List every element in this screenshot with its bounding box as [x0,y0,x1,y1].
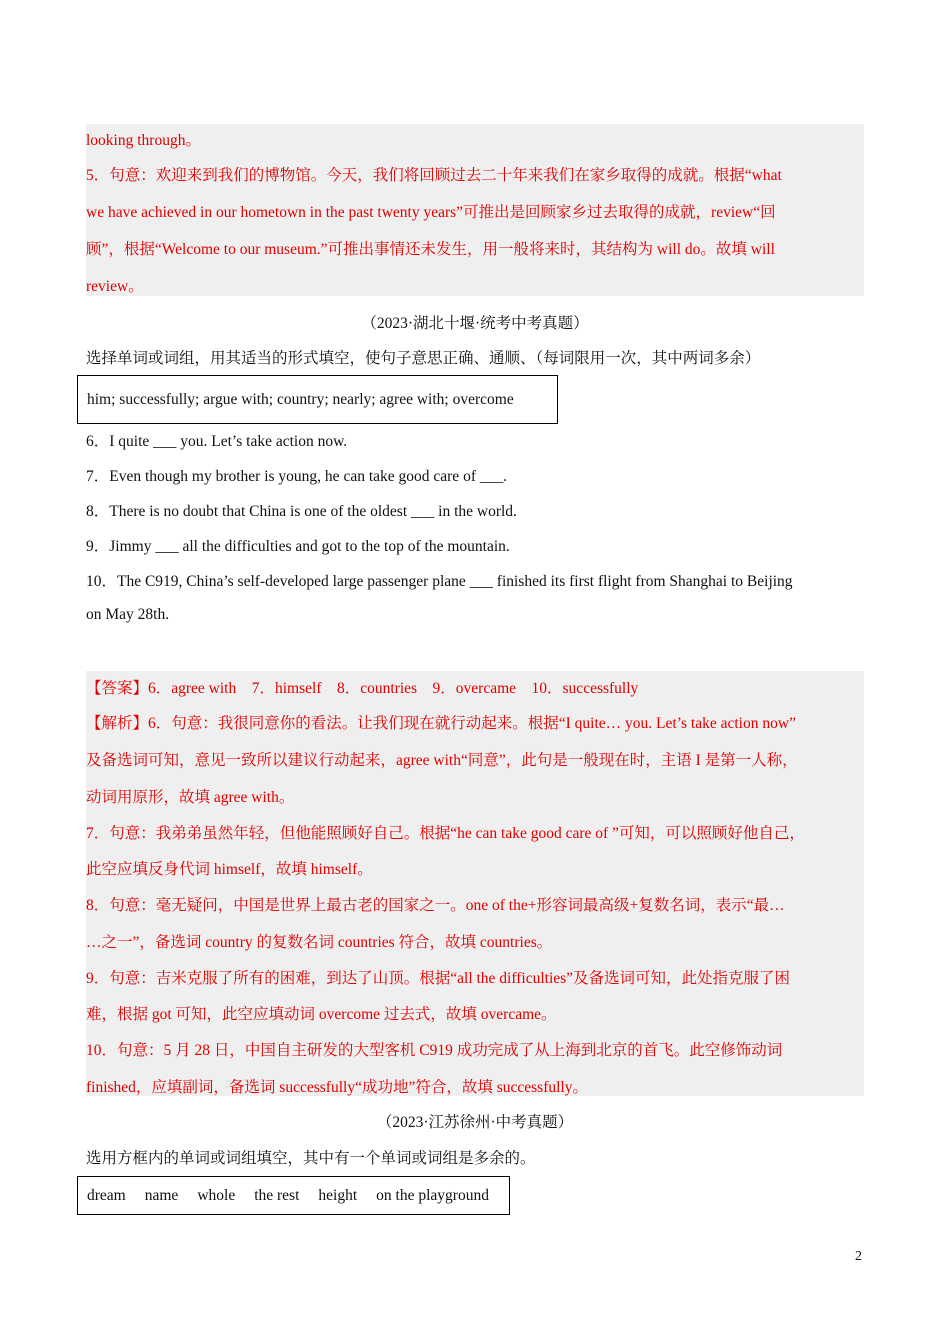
page-number: 2 [855,1249,862,1264]
question-10-line-1: 10．The C919, China’s self-developed large passenger plane ___ finished its first flight from Shanghai to Beijing [86,573,793,590]
source-citation-2: （2023·江苏徐州·中考真题） [376,1114,574,1131]
word-bank-item: on the playground [376,1186,489,1204]
word-bank-box-2 [77,1176,510,1215]
explanation-continued: looking through。 [86,132,201,149]
analysis-6-line-3: 动词用原形，故填 agree with。 [86,789,295,806]
word-bank-box [77,375,558,424]
section-instruction-2: 选用方框内的单词或词组填空，其中有一个单词或词组是多余的。 [86,1150,536,1167]
analysis-8-line-1: 8．句意：毫无疑问，中国是世界上最古老的国家之一。one of the+形容词最高级+复数名词，表示“最… [86,897,785,914]
section-instruction: 选择单词或词组，用其适当的形式填空，使句子意思正确、通顺、（每词限用一次，其中两词多余） [86,350,761,367]
explanation-item-5-line-3: 顾”，根据“Welcome to our museum.”可推出事情还未发生，用一般将来时，其结构为 will do。故填 will [86,241,775,258]
analysis-10-line-2: finished，应填副词，备选词 successfully“成功地”符合，故填 successfully。 [86,1079,588,1096]
analysis-8-line-2: …之一”，备选词 country 的复数名词 countries 符合，故填 countries。 [86,934,553,951]
word-bank-item: whole [197,1186,236,1204]
explanation-item-5-line-1: 5．句意：欢迎来到我们的博物馆。今天，我们将回顾过去二十年来我们在家乡取得的成就。根据“what [86,167,782,184]
answer-line: 【答案】6．agree with 7．himself 8．countries 9．overcame 10．successfully [86,680,639,697]
analysis-6-line-2: 及备选词可知，意见一致所以建议行动起来，agree with“同意”，此句是一般现在时，主语 I 是第一人称， [86,752,798,769]
analysis-7-line-2: 此空应填反身代词 himself，故填 himself。 [86,861,373,878]
analysis-7-line-1: 7．句意：我弟弟虽然年轻，但他能照顾好自己。根据“he can take good care of ”可知，可以照顾好他自己， [86,825,805,842]
analysis-9-line-2: 难，根据 got 可知，此空应填动词 overcome 过去式，故填 overcame。 [86,1006,557,1023]
question-10-line-2: on May 28th. [86,606,170,623]
analysis-6-line-1: 【解析】6．句意：我很同意你的看法。让我们现在就行动起来。根据“I quite… you. Let’s take action now” [86,715,796,732]
word-bank-item: dream [87,1186,126,1204]
question-6: 6．I quite ___ you. Let’s take action now. [86,433,348,450]
analysis-10-line-1: 10．句意：5 月 28 日，中国自主研发的大型客机 C919 成功完成了从上海到北京的首飞。此空修饰动词 [86,1042,783,1059]
word-bank-item: the rest [254,1186,300,1204]
question-8: 8．There is no doubt that China is one of the oldest ___ in the world. [86,503,517,520]
source-citation: （2023·湖北十堰·统考中考真题） [361,315,589,332]
question-9: 9．Jimmy ___ all the difficulties and got to the top of the mountain. [86,538,510,555]
question-7: 7．Even though my brother is young, he can take good care of ___. [86,468,507,485]
word-bank-item: name [144,1186,179,1204]
explanation-item-5-line-4: review。 [86,278,144,295]
word-bank-item: height [318,1186,358,1204]
explanation-item-5-line-2: we have achieved in our hometown in the past twenty years”可推出是回顾家乡过去取得的成就，review“回 [86,204,776,221]
analysis-9-line-1: 9．句意：吉米克服了所有的困难，到达了山顶。根据“all the difficulties”及备选词可知，此处指克服了困 [86,970,791,987]
answer-block [86,671,864,1096]
word-bank-text: him; successfully; argue with; country; nearly; agree with; overcome [87,390,514,408]
